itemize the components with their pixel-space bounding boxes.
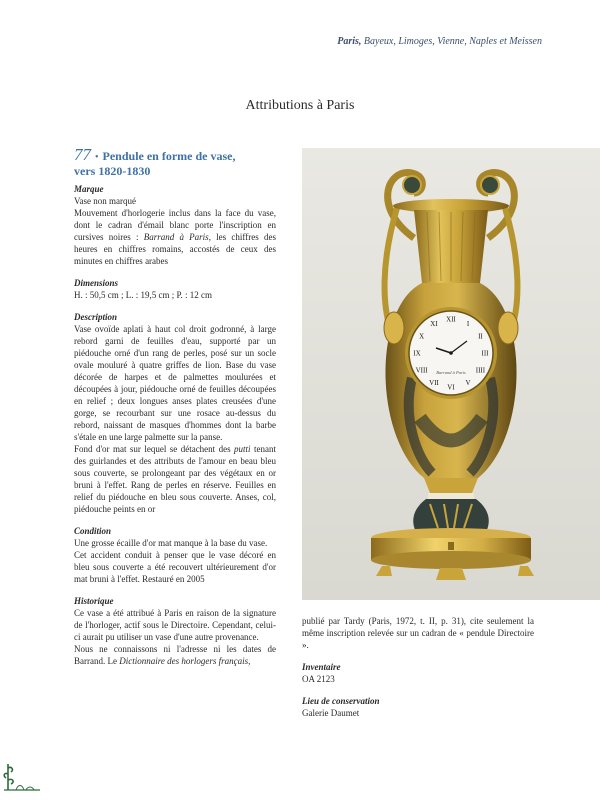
dial-numeral: II — [478, 332, 483, 341]
dial-numeral: XII — [446, 315, 456, 324]
section-title: Attributions à Paris — [245, 98, 355, 113]
lieu-label: Lieu de conservation — [302, 696, 380, 706]
dial-numeral: III — [481, 349, 489, 358]
dial-signature: Barrand à Paris — [436, 370, 466, 375]
entry-title-line1: Pendule en forme de vase, — [102, 149, 236, 163]
dial-numeral: X — [419, 332, 425, 341]
marque-line1: Vase non marqué — [74, 196, 136, 206]
dial-numeral: V — [465, 378, 471, 387]
inventaire-text: OA 2123 — [302, 674, 335, 684]
dimensions-label: Dimensions — [74, 278, 119, 288]
marque-text-end: , les chiffres des heures en chiffres romains, accostés de ceux des minutes en chiffres arabes — [74, 232, 276, 266]
marque-label: Marque — [74, 184, 104, 194]
dial-numeral: I — [466, 320, 470, 329]
entry-bullet: • — [95, 152, 99, 163]
marque-section — [74, 183, 276, 267]
dial-numeral: IIII — [475, 366, 486, 375]
historique-para2 — [74, 643, 276, 667]
entry-title-line2: vers 1820-1830 — [74, 164, 151, 178]
entry-number: 77 — [74, 145, 91, 164]
inventaire-label: Inventaire — [302, 662, 341, 672]
dimensions-text: H. : 50,5 cm ; L. : 19,5 cm ; P. : 12 cm — [74, 290, 212, 300]
description-para2-start: Fond d'or mat sur lequel se détachent des — [74, 444, 235, 454]
right-column — [302, 615, 534, 719]
historique-section — [74, 595, 276, 667]
description-para2-end: tenant des guirlandes et des attributs de l'amour en beau bleu sous couverte, se prolongeant par des végétaux en or bruni à l'effet. Rang de perles en réserve. Feuilles en relief du piédouche en bleu sous couverte. Anses, col, piédouche peints en or — [74, 444, 276, 514]
running-head-bold: Paris, — [337, 36, 362, 47]
lieu-text: Galerie Daumet — [302, 708, 360, 718]
marque-signature: Barrand à Paris — [143, 232, 209, 242]
condition-para2: Cet accident conduit à penser que le vase décoré en bleu sous couverte a été recouvert ultérieurement d'or mat bruni à l'effet. Restauré en 2005 — [74, 550, 276, 584]
historique-para2-start: Nous ne connaissons ni l'adresse ni les dates de Barrand. Le — [74, 644, 276, 666]
publisher-logo-icon — [2, 756, 42, 792]
dial-numeral: IX — [413, 349, 421, 358]
dial-numeral: VI — [447, 383, 455, 392]
left-column — [74, 183, 276, 667]
description-section — [74, 311, 276, 515]
historique-para1: Ce vase a été attribué à Paris en raison de la signature de l'horloger, actif sous le Directoire. Cependant, celui-ci aurait pu utiliser un vase d'une autre provenance. — [74, 608, 276, 642]
description-para1: Vase ovoïde aplati à haut col droit godronné, à large rebord garni de feuilles d'eau, supporté par un piédouche orné d'un rang de perles, posé sur un socle ovale mouluré à quatre griffes de lion. Base du vase décorée de harpes et de palmettes moulurées et découpées à jour, piédouche orné de feuilles découpées en relief ; deux longues anses plates creusées d'une gorge, se recourbant sur une rosace au-dessus du rebord, naissant de masques d'hommes dont la barbe s'étale en une large palmette sur la panse. — [74, 324, 276, 442]
dial-numeral: XI — [430, 320, 438, 329]
historique-label: Historique — [74, 596, 114, 606]
condition-para1: Une grosse écaille d'or mat manque à la base du vase. — [74, 538, 268, 548]
running-head-rest: Bayeux, Limoges, Vienne, Naples et Meissen — [361, 36, 542, 47]
dimensions-section — [74, 277, 276, 301]
dial-numeral: VIII — [415, 366, 428, 375]
dial-numeral: VII — [429, 378, 439, 387]
historique-continued: publié par Tardy (Paris, 1972, t. II, p. 31), cite seulement la même inscription relevée sur un cadran de « pendule Directoire ». — [302, 616, 534, 650]
historique-dictionnaire: Dictionnaire des horlogers français, — [119, 656, 251, 666]
entry-heading — [74, 145, 294, 178]
description-label: Description — [74, 312, 118, 322]
condition-section — [74, 525, 276, 585]
description-para2 — [74, 443, 276, 515]
condition-label: Condition — [74, 526, 112, 536]
marque-text-start: Mouvement d'horlogerie inclus dans la face du vase, dont le cadran d'émail blanc porte l'inscription en cursives noires : — [74, 208, 276, 242]
running-head — [337, 36, 542, 47]
vase-clock-illustration — [302, 148, 600, 600]
clock-photograph — [302, 148, 600, 600]
description-putti: putti — [234, 444, 251, 454]
marque-text — [74, 207, 276, 267]
